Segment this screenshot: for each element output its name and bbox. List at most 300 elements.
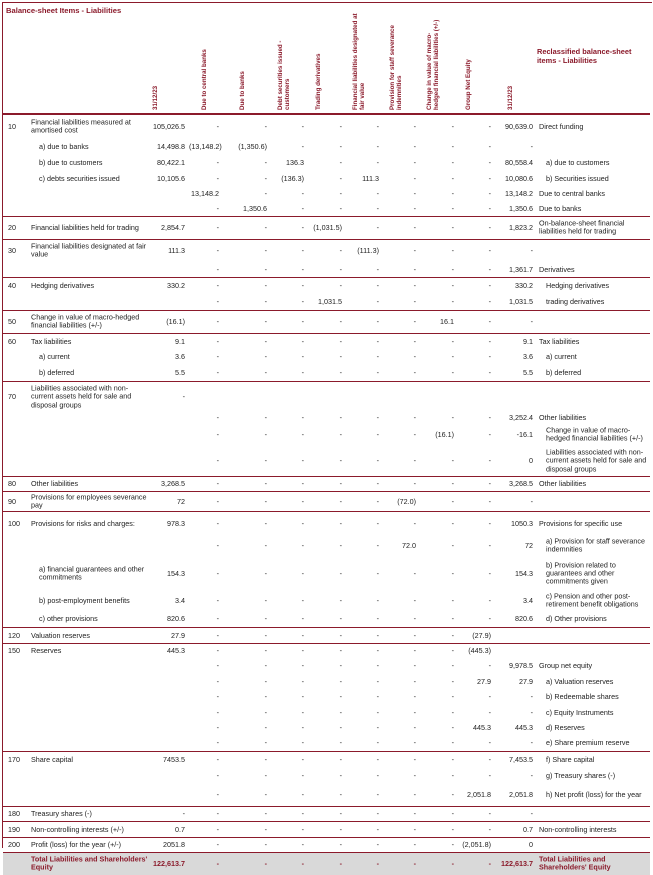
- value-cell: -: [216, 367, 219, 377]
- value-cell: -: [413, 770, 416, 780]
- value-cell: -: [413, 203, 416, 213]
- value-cell: -: [413, 691, 416, 701]
- value-cell: 90,639.0: [505, 121, 533, 131]
- value-cell: -: [301, 336, 304, 346]
- column-header: Group Net Equity: [465, 59, 472, 110]
- table-row: [3, 590, 650, 611]
- reclassified-label: Direct funding: [539, 121, 584, 131]
- reclassified-label: Group net equity: [539, 660, 593, 670]
- value-cell: -: [451, 245, 454, 255]
- value-cell: -: [216, 737, 219, 747]
- value-cell: -: [488, 351, 491, 361]
- value-cell: -: [376, 540, 379, 550]
- value-cell: -: [216, 412, 219, 422]
- reclassified-label: Tax liabilities: [539, 336, 580, 346]
- value-cell: -: [301, 568, 304, 578]
- value-cell: -: [376, 676, 379, 686]
- value-cell: -: [413, 296, 416, 306]
- row-code: 120: [8, 630, 20, 640]
- value-cell: -: [451, 722, 454, 732]
- value-cell: -: [216, 808, 219, 818]
- value-cell: -: [301, 754, 304, 764]
- value-cell: -: [488, 336, 491, 346]
- reclassified-label: a) Provision for staff severance indemnities: [546, 536, 645, 554]
- column-header: Provision for staff severance indemnities: [389, 25, 403, 110]
- value-cell: 1,361.7: [509, 264, 533, 274]
- row-label: Reserves: [31, 645, 62, 655]
- value-cell: -: [488, 412, 491, 422]
- value-cell: -: [451, 188, 454, 198]
- value-cell: -: [339, 839, 342, 849]
- value-cell: -: [216, 824, 219, 834]
- value-cell: -: [413, 595, 416, 605]
- value-cell: -: [413, 367, 416, 377]
- value-cell: -: [339, 141, 342, 151]
- value-cell: -: [488, 540, 491, 550]
- value-cell: -: [264, 824, 267, 834]
- value-cell: 105,026.5: [153, 121, 185, 131]
- reclassified-label: d) Other provisions: [546, 613, 607, 623]
- value-cell: (1,350.6): [238, 141, 267, 151]
- table-row: [3, 735, 650, 751]
- value-cell: 0: [529, 455, 533, 465]
- value-cell: -: [339, 121, 342, 131]
- table-row: [3, 262, 650, 277]
- value-cell: -: [451, 141, 454, 151]
- value-cell: -: [451, 568, 454, 578]
- column-header: Due to central banks: [201, 49, 208, 110]
- row-label: a) financial guarantees and other commitments: [39, 564, 145, 582]
- value-cell: -: [264, 245, 267, 255]
- value-cell: -: [216, 722, 219, 732]
- value-cell: -: [376, 858, 379, 868]
- value-cell: (111.3): [357, 245, 379, 255]
- value-cell: -: [413, 264, 416, 274]
- value-cell: -: [264, 808, 267, 818]
- value-cell: 7,453.5: [509, 754, 533, 764]
- value-cell: -: [488, 245, 491, 255]
- value-cell: -: [451, 754, 454, 764]
- value-cell: -: [376, 754, 379, 764]
- value-cell: -: [413, 722, 416, 732]
- value-cell: -: [216, 316, 219, 326]
- value-cell: 10,105.6: [157, 173, 185, 183]
- row-code: 90: [8, 496, 16, 506]
- value-cell: -: [216, 296, 219, 306]
- row-label: a) current: [39, 351, 70, 361]
- value-cell: -: [301, 789, 304, 799]
- row-code: 50: [8, 316, 16, 326]
- value-cell: -: [451, 613, 454, 623]
- value-cell: 2,051.8: [509, 789, 533, 799]
- value-cell: -: [339, 789, 342, 799]
- value-cell: -: [451, 455, 454, 465]
- value-cell: -: [264, 613, 267, 623]
- value-cell: -: [339, 645, 342, 655]
- row-code: 180: [8, 808, 20, 818]
- table-row: [3, 476, 650, 491]
- value-cell: 7453.5: [163, 754, 185, 764]
- table-row: [3, 837, 650, 852]
- reclassified-label: f) Share capital: [546, 754, 595, 764]
- value-cell: -: [376, 157, 379, 167]
- value-cell: 72: [525, 540, 533, 550]
- reclassified-label: On-balance-sheet financial liabilities held for trading: [539, 218, 625, 236]
- column-header: Trading derivatives: [315, 53, 322, 110]
- value-cell: 445.3: [167, 645, 185, 655]
- value-cell: -: [264, 429, 267, 439]
- value-cell: -: [339, 707, 342, 717]
- value-cell: 9.1: [523, 336, 533, 346]
- value-cell: -: [488, 808, 491, 818]
- reclassified-label: Due to banks: [539, 203, 582, 213]
- value-cell: -: [301, 496, 304, 506]
- value-cell: -: [530, 691, 533, 701]
- value-cell: -: [216, 429, 219, 439]
- value-cell: 5.5: [523, 367, 533, 377]
- table-row: [3, 806, 650, 821]
- value-cell: -: [216, 518, 219, 528]
- reclassified-label: Other liabilities: [539, 412, 587, 422]
- table-row: [3, 446, 650, 476]
- table-row: [3, 349, 650, 365]
- table-row: [3, 412, 650, 424]
- value-cell: -: [264, 691, 267, 701]
- value-cell: -: [451, 222, 454, 232]
- value-cell: 2,854.7: [161, 222, 185, 232]
- row-code: 10: [8, 121, 16, 131]
- reclassified-label: c) Equity Instruments: [546, 707, 614, 717]
- table-row: [3, 705, 650, 720]
- value-cell: -: [339, 568, 342, 578]
- value-cell: -: [451, 660, 454, 670]
- table-row: [3, 333, 650, 349]
- row-code: 80: [8, 478, 16, 488]
- value-cell: (27.9): [472, 630, 491, 640]
- value-cell: -: [301, 839, 304, 849]
- value-cell: -: [488, 280, 491, 290]
- value-cell: -: [301, 518, 304, 528]
- row-code: 30: [8, 245, 16, 255]
- value-cell: -: [264, 660, 267, 670]
- value-cell: -: [216, 660, 219, 670]
- value-cell: -: [339, 455, 342, 465]
- value-cell: -: [339, 173, 342, 183]
- value-cell: -: [376, 737, 379, 747]
- value-cell: -: [216, 351, 219, 361]
- table-row: [3, 114, 650, 139]
- value-cell: -: [451, 770, 454, 780]
- row-label: Non-controlling interests (+/-): [31, 824, 124, 834]
- value-cell: 3,268.5: [161, 478, 185, 488]
- reclassified-label: trading derivatives: [546, 296, 605, 306]
- table-row: [3, 310, 650, 333]
- value-cell: -: [451, 808, 454, 818]
- value-cell: -: [339, 737, 342, 747]
- table-row: [3, 643, 650, 658]
- value-cell: -: [451, 280, 454, 290]
- value-cell: -: [264, 595, 267, 605]
- value-cell: -: [301, 707, 304, 717]
- total-row: [3, 852, 650, 875]
- value-cell: -: [488, 754, 491, 764]
- value-cell: -: [488, 613, 491, 623]
- value-cell: 2051.8: [163, 839, 185, 849]
- value-cell: -: [451, 264, 454, 274]
- value-cell: -: [301, 245, 304, 255]
- value-cell: -: [264, 412, 267, 422]
- value-cell: -: [264, 518, 267, 528]
- value-cell: 3.4: [175, 595, 185, 605]
- value-cell: -: [376, 336, 379, 346]
- value-cell: -: [376, 203, 379, 213]
- reclassified-label: b) Provision related to guarantees and other commitments given: [546, 560, 616, 586]
- value-cell: -: [413, 245, 416, 255]
- value-cell: -: [216, 336, 219, 346]
- value-cell: -: [264, 645, 267, 655]
- value-cell: -: [451, 478, 454, 488]
- row-code: 150: [8, 645, 20, 655]
- value-cell: -: [301, 645, 304, 655]
- value-cell: -: [413, 478, 416, 488]
- value-cell: -: [264, 157, 267, 167]
- value-cell: -: [488, 121, 491, 131]
- value-cell: -: [451, 691, 454, 701]
- row-label: Tax liabilities: [31, 336, 72, 346]
- value-cell: -: [339, 676, 342, 686]
- value-cell: -: [488, 264, 491, 274]
- value-cell: -: [451, 707, 454, 717]
- value-cell: -: [413, 630, 416, 640]
- reclassified-label: b) Securities issued: [546, 173, 609, 183]
- table-row: [3, 689, 650, 705]
- reclassified-label: Non-controlling interests: [539, 824, 617, 834]
- value-cell: -: [451, 412, 454, 422]
- value-cell: -: [301, 722, 304, 732]
- value-cell: -: [182, 808, 185, 818]
- value-cell: 14,498.8: [157, 141, 185, 151]
- value-cell: -: [339, 157, 342, 167]
- value-cell: -: [451, 789, 454, 799]
- value-cell: 9.1: [175, 336, 185, 346]
- value-cell: (2,051.8): [462, 839, 491, 849]
- value-cell: 154.3: [515, 568, 533, 578]
- value-cell: 445.3: [515, 722, 533, 732]
- value-cell: -: [451, 296, 454, 306]
- value-cell: 0.7: [523, 824, 533, 834]
- value-cell: -: [451, 203, 454, 213]
- value-cell: -: [301, 808, 304, 818]
- row-label: b) post-employment benefits: [39, 595, 130, 605]
- value-cell: -: [264, 789, 267, 799]
- value-cell: -: [530, 496, 533, 506]
- value-cell: -: [413, 789, 416, 799]
- value-cell: -: [301, 429, 304, 439]
- table-row: [3, 171, 650, 186]
- value-cell: -: [216, 157, 219, 167]
- value-cell: -: [301, 595, 304, 605]
- value-cell: 136.3: [286, 157, 304, 167]
- row-label: Other liabilities: [31, 478, 79, 488]
- row-code: 100: [8, 518, 20, 528]
- value-cell: -: [301, 824, 304, 834]
- table-row: [3, 277, 650, 294]
- value-cell: -: [451, 367, 454, 377]
- value-cell: -: [413, 336, 416, 346]
- reclassified-label: a) Valuation reserves: [546, 676, 614, 686]
- value-cell: -: [339, 770, 342, 780]
- reclassified-label: b) Redeemable shares: [546, 691, 619, 701]
- value-cell: -: [488, 824, 491, 834]
- value-cell: -: [413, 141, 416, 151]
- table-row: [3, 784, 650, 806]
- value-cell: -: [413, 754, 416, 764]
- value-cell: -: [339, 188, 342, 198]
- value-cell: -: [376, 280, 379, 290]
- value-cell: -: [339, 412, 342, 422]
- table-row: [3, 658, 650, 674]
- value-cell: -: [488, 478, 491, 488]
- value-cell: -: [376, 568, 379, 578]
- value-cell: 80,558.4: [505, 157, 533, 167]
- reclassified-label: Hedging derivatives: [546, 280, 610, 290]
- value-cell: -: [301, 455, 304, 465]
- value-cell: 1,350.6: [243, 203, 267, 213]
- value-cell: -: [451, 496, 454, 506]
- value-cell: -: [376, 367, 379, 377]
- value-cell: -: [413, 429, 416, 439]
- value-cell: (445.3): [468, 645, 491, 655]
- value-cell: -: [376, 630, 379, 640]
- value-cell: -: [376, 316, 379, 326]
- row-label: Provisions for employees severance pay: [31, 492, 147, 510]
- value-cell: -: [376, 296, 379, 306]
- value-cell: 154.3: [167, 568, 185, 578]
- value-cell: -: [216, 173, 219, 183]
- value-cell: 16.1: [440, 316, 454, 326]
- value-cell: -: [488, 737, 491, 747]
- value-cell: -: [264, 222, 267, 232]
- table-row: [3, 611, 650, 627]
- value-cell: 72: [177, 496, 185, 506]
- value-cell: -: [264, 188, 267, 198]
- value-cell: -: [413, 455, 416, 465]
- value-cell: -: [376, 789, 379, 799]
- value-cell: 1,031.5: [318, 296, 342, 306]
- table-row: [3, 155, 650, 171]
- value-cell: -: [264, 737, 267, 747]
- table-row: [3, 557, 650, 590]
- value-cell: -: [488, 858, 491, 868]
- table-row: [3, 201, 650, 216]
- value-cell: -: [216, 770, 219, 780]
- row-label: Hedging derivatives: [31, 280, 95, 290]
- value-cell: -: [413, 222, 416, 232]
- row-label: Total Liabilities and Shareholders' Equity: [31, 854, 148, 872]
- value-cell: -: [413, 351, 416, 361]
- value-cell: 27.9: [171, 630, 185, 640]
- value-cell: -: [216, 455, 219, 465]
- value-cell: -: [488, 429, 491, 439]
- value-cell: 820.6: [515, 613, 533, 623]
- value-cell: -: [339, 754, 342, 764]
- value-cell: -: [339, 478, 342, 488]
- value-cell: -: [182, 391, 185, 401]
- row-code: 40: [8, 280, 16, 290]
- value-cell: -: [216, 121, 219, 131]
- value-cell: -: [488, 316, 491, 326]
- value-cell: 80,422.1: [157, 157, 185, 167]
- value-cell: -: [451, 737, 454, 747]
- value-cell: -: [451, 121, 454, 131]
- value-cell: -: [264, 858, 267, 868]
- value-cell: -: [264, 121, 267, 131]
- value-cell: 3.6: [175, 351, 185, 361]
- value-cell: -: [216, 707, 219, 717]
- value-cell: -: [451, 839, 454, 849]
- value-cell: -: [264, 173, 267, 183]
- value-cell: (16.1): [435, 429, 454, 439]
- column-header: 31/12/23: [507, 85, 514, 110]
- value-cell: -: [216, 839, 219, 849]
- row-label: Share capital: [31, 754, 73, 764]
- value-cell: -: [264, 630, 267, 640]
- value-cell: -: [264, 280, 267, 290]
- value-cell: -: [376, 264, 379, 274]
- value-cell: 1,823.2: [509, 222, 533, 232]
- value-cell: 330.2: [167, 280, 185, 290]
- value-cell: -: [301, 141, 304, 151]
- value-cell: -: [339, 336, 342, 346]
- row-label: c) debts securities issued: [39, 173, 120, 183]
- value-cell: -: [339, 245, 342, 255]
- value-cell: -: [264, 707, 267, 717]
- value-cell: -: [413, 613, 416, 623]
- value-cell: -: [451, 595, 454, 605]
- value-cell: -: [413, 660, 416, 670]
- value-cell: -: [264, 336, 267, 346]
- value-cell: 3,252.4: [509, 412, 533, 422]
- value-cell: 330.2: [515, 280, 533, 290]
- value-cell: 13,148.2: [191, 188, 219, 198]
- value-cell: -: [451, 173, 454, 183]
- value-cell: -: [301, 188, 304, 198]
- row-label: Treasury shares (-): [31, 808, 92, 818]
- value-cell: -: [413, 824, 416, 834]
- value-cell: -: [488, 367, 491, 377]
- value-cell: -: [376, 613, 379, 623]
- value-cell: -: [413, 737, 416, 747]
- value-cell: -: [216, 264, 219, 274]
- value-cell: -: [216, 858, 219, 868]
- value-cell: -: [376, 839, 379, 849]
- value-cell: 1050.3: [511, 518, 533, 528]
- value-cell: -: [301, 264, 304, 274]
- table-row: [3, 424, 650, 446]
- value-cell: -: [413, 676, 416, 686]
- table-row: [3, 768, 650, 784]
- value-cell: 445.3: [473, 722, 491, 732]
- table-title: Balance-sheet Items - Liabilities: [6, 6, 122, 15]
- value-cell: -: [264, 455, 267, 465]
- table-row: [3, 751, 650, 768]
- value-cell: -: [376, 645, 379, 655]
- value-cell: -: [376, 429, 379, 439]
- row-code: 170: [8, 754, 20, 764]
- value-cell: -: [264, 540, 267, 550]
- table-row: [3, 627, 650, 643]
- value-cell: -: [413, 412, 416, 422]
